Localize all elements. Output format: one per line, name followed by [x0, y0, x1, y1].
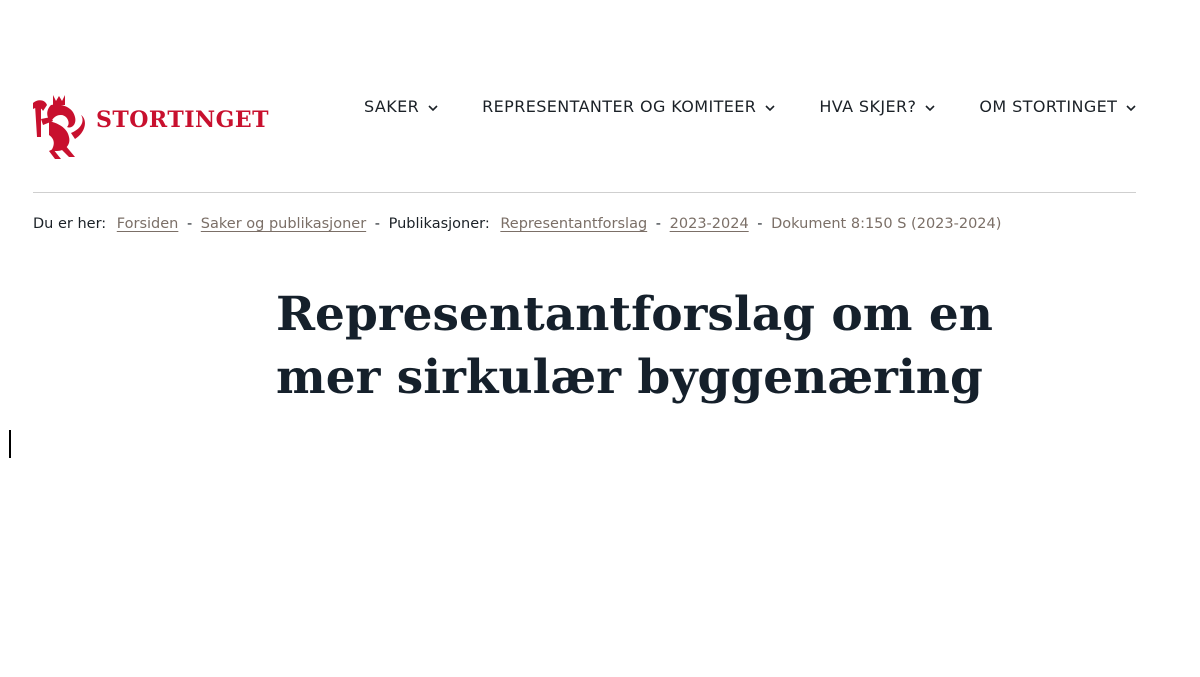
nav-representanter-og-komiteer[interactable] — [482, 97, 775, 116]
breadcrumb-link-saker-og-publikasjoner[interactable]: Saker og publikasjoner — [200, 216, 367, 232]
nav-label: HVA SKJER? — [819, 97, 917, 116]
chevron-down-icon — [925, 97, 935, 116]
logo-text: STORTINGET — [96, 107, 270, 133]
breadcrumb — [33, 216, 1001, 232]
lion-emblem-icon — [31, 93, 87, 159]
nav-hva-skjer[interactable] — [819, 97, 935, 116]
breadcrumb-link-forsiden[interactable]: Forsiden — [116, 216, 179, 232]
nav-label: OM STORTINGET — [979, 97, 1118, 116]
breadcrumb-publications-label: Publikasjoner: — [388, 216, 490, 232]
breadcrumb-separator: - — [186, 216, 193, 232]
main-nav — [364, 97, 1136, 116]
text-cursor — [9, 430, 11, 458]
breadcrumb-link-representantforslag[interactable]: Representantforslag — [500, 216, 648, 232]
chevron-down-icon — [1126, 97, 1136, 116]
breadcrumb-separator: - — [757, 216, 763, 232]
site-header — [0, 0, 1200, 194]
nav-saker[interactable] — [364, 97, 438, 116]
page-title: Representantforslag om en mer sirkulær byggenæring — [276, 287, 993, 405]
chevron-down-icon — [428, 97, 438, 116]
nav-label: REPRESENTANTER OG KOMITEER — [482, 97, 757, 116]
stortinget-logo[interactable] — [31, 93, 269, 159]
breadcrumb-label: Du er her: — [33, 216, 107, 232]
breadcrumb-separator: - — [655, 216, 662, 232]
breadcrumb-link-2023-2024[interactable]: 2023-2024 — [669, 216, 749, 232]
breadcrumb-separator: - — [374, 216, 380, 232]
chevron-down-icon — [765, 97, 775, 116]
header-divider — [33, 192, 1136, 193]
nav-om-stortinget[interactable] — [979, 97, 1136, 116]
nav-label: SAKER — [364, 97, 420, 116]
breadcrumb-current: Dokument 8:150 S (2023-2024) — [771, 216, 1002, 232]
